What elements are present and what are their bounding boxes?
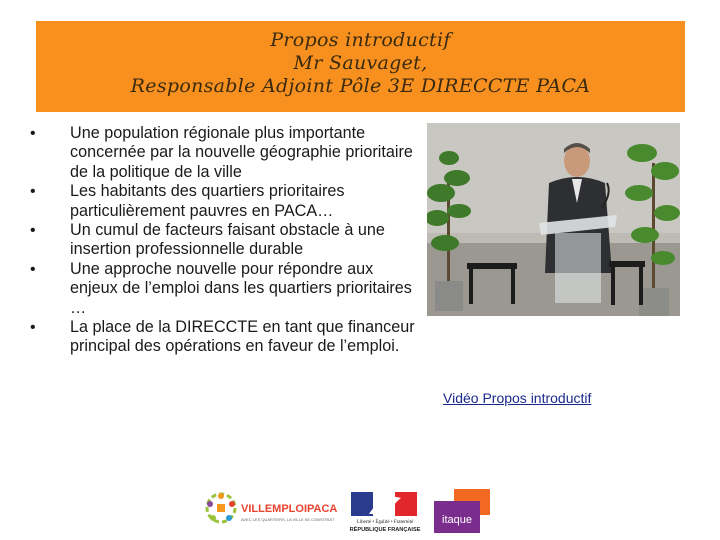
bullet-list xyxy=(30,124,418,357)
title-banner xyxy=(36,21,685,112)
bullet-item: • Une approche nouvelle pour répondre aux enjeux de l’emploi dans les quartiers prioritaires … xyxy=(30,260,418,318)
video-link[interactable]: Vidéo Propos introductif xyxy=(443,390,592,406)
bullet-item: • Une population régionale plus importante concernée par la nouvelle géographie prioritaire de la politique de la ville xyxy=(30,124,418,182)
republique-francaise-logo xyxy=(349,490,421,534)
villemploi-tagline: AVEC LES QUARTIERS, LA VILLE SE CONSTRUIT xyxy=(241,517,335,522)
rf-name: RÉPUBLIQUE FRANÇAISE xyxy=(349,527,421,533)
villemploi-logo xyxy=(205,488,338,528)
rf-motto: Liberté • Égalité • Fraternité xyxy=(356,520,414,525)
bullet-item: • La place de la DIRECCTE en tant que financeur principal des opérations en faveur de l’emploi. xyxy=(30,318,418,357)
bullet-item: • Un cumul de facteurs faisant obstacle à une insertion professionnelle durable xyxy=(30,221,418,260)
speaker-role: Responsable Adjoint Pôle 3E DIRECCTE PACA xyxy=(130,75,591,97)
itaque-logo xyxy=(434,489,490,533)
speaker-photo xyxy=(427,123,680,316)
speaker-name: Mr Sauvaget, xyxy=(293,52,428,74)
itaque-name: itaque xyxy=(442,514,472,526)
bullet-item: • Les habitants des quartiers prioritaires particulièrement pauvres en PACA… xyxy=(30,182,418,221)
villemploi-name: VILLEMPLOIPACA xyxy=(241,503,338,515)
slide-title: Propos introductif xyxy=(270,29,451,51)
